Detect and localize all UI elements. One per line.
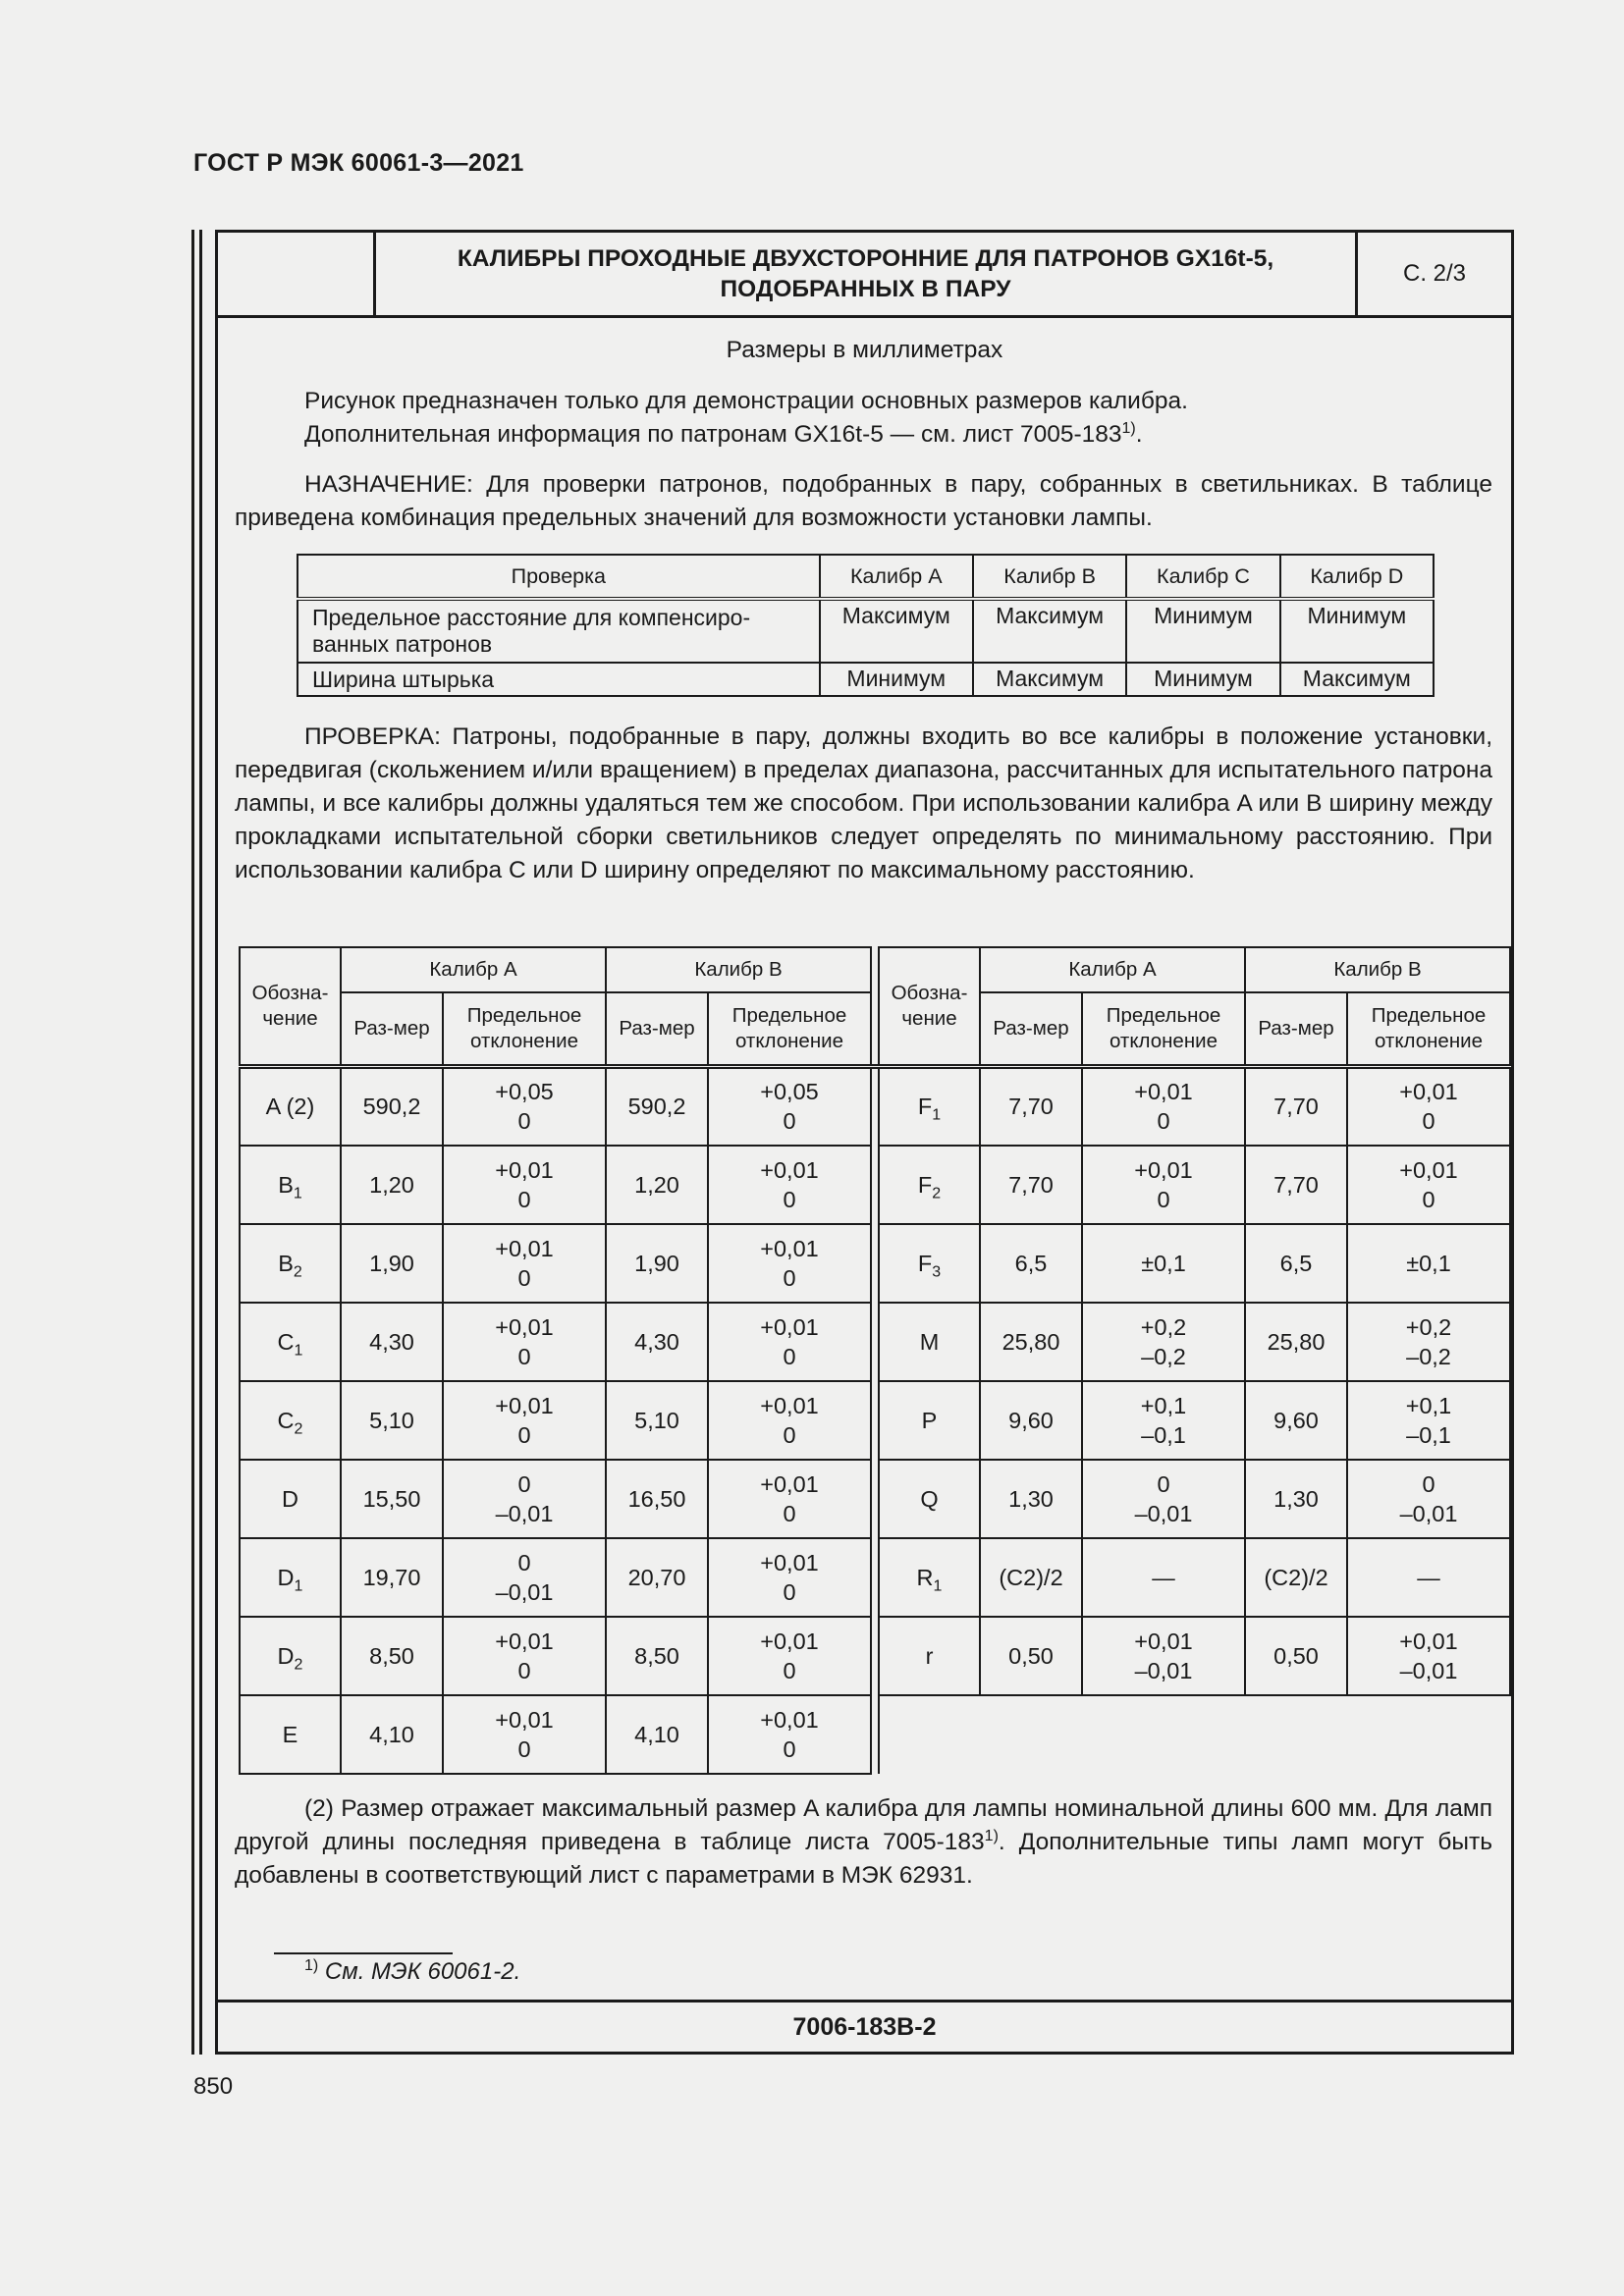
empty-cell bbox=[980, 1695, 1082, 1774]
tolerance-cell: +0,01 –0,01 bbox=[1082, 1617, 1245, 1695]
table-cell: Минимум bbox=[1126, 599, 1279, 663]
size-cell: 1,20 bbox=[606, 1146, 708, 1224]
size-cell: (C2)/2 bbox=[980, 1538, 1082, 1617]
tolerance-cell: +0,01 0 bbox=[708, 1303, 871, 1381]
tolerance-cell: 0 –0,01 bbox=[443, 1460, 606, 1538]
tolerance-cell: +0,01 0 bbox=[708, 1617, 871, 1695]
table-gap bbox=[871, 1303, 879, 1381]
gauge-header: Калибр A bbox=[980, 947, 1245, 992]
tolerance-cell: +0,2 –0,2 bbox=[1082, 1303, 1245, 1381]
tolerance-cell: +0,1 –0,1 bbox=[1082, 1381, 1245, 1460]
tolerance-cell: +0,01 0 bbox=[443, 1617, 606, 1695]
standard-number: ГОСТ Р МЭК 60061-3—2021 bbox=[193, 149, 524, 177]
size-cell: 8,50 bbox=[341, 1617, 443, 1695]
size-cell: 0,50 bbox=[980, 1617, 1082, 1695]
intro-line2: Дополнительная информация по патронам GX16t-5 — см. лист 7005-183$^{1)}$. bbox=[304, 419, 1143, 448]
table-gap bbox=[871, 1460, 879, 1538]
purpose-paragraph: НАЗНАЧЕНИЕ: Для проверки патронов, подобранных в пару, собранных в светильниках. В таблице приведена комбинация предельных значений для возможности установки лампы. bbox=[235, 471, 1492, 531]
sheet-title-line1: КАЛИБРЫ ПРОХОДНЫЕ ДВУХСТОРОННИЕ ДЛЯ ПАТРОНОВ GX16t-5, bbox=[457, 245, 1274, 272]
sheet-title bbox=[376, 233, 1358, 315]
table-cell: Максимум bbox=[973, 599, 1126, 663]
tolerance-cell: +0,01 0 bbox=[1347, 1146, 1510, 1224]
size-cell: 0,50 bbox=[1245, 1617, 1347, 1695]
designation-cell: E bbox=[240, 1695, 341, 1774]
tolerance-header: Предельное отклонение bbox=[443, 992, 606, 1067]
tolerance-cell: +0,01 0 bbox=[443, 1146, 606, 1224]
designation-cell: $C_2$ bbox=[240, 1381, 341, 1460]
check-paragraph: ПРОВЕРКА: Патроны, подобранные в пару, должны входить во все калибры в положение установки, передвигая (скольжением и/или вращением) в пределах диапазона, рассчитанных для испытательного патрона лампы, и все калибры должны удаляться тем же способом. При использовании калибра A или B ширину между прокладками испытательной сборки светильников следует определять по минимальному расстоянию. При использовании калибра C или D ширину определяют по максимальному расстоянию. bbox=[235, 723, 1492, 883]
header-blank-cell bbox=[218, 233, 376, 315]
note-paragraph: (2) Размер отражает максимальный размер A калибра для лампы номинальной длины 600 мм. Для ламп другой длины последняя приведена в таблице листа 7005-183$^{1)}$. Дополнительные типы ламп могут быть добавлены в соответствующий лист с параметрами в МЭК 62931. bbox=[235, 1795, 1493, 1889]
tolerance-header: Предельное отклонение bbox=[1347, 992, 1510, 1067]
table-row bbox=[240, 1460, 1510, 1538]
empty-cell bbox=[879, 1695, 980, 1774]
intro-line1: Рисунок предназначен только для демонстрации основных размеров калибра. bbox=[304, 388, 1188, 414]
designation-cell: $D_2$ bbox=[240, 1617, 341, 1695]
size-cell: 15,50 bbox=[341, 1460, 443, 1538]
size-cell: 25,80 bbox=[980, 1303, 1082, 1381]
sheet-title-line2: ПОДОБРАННЫХ В ПАРУ bbox=[720, 276, 1011, 302]
table-gap bbox=[871, 1617, 879, 1695]
size-cell: 1,90 bbox=[606, 1224, 708, 1303]
size-cell: 590,2 bbox=[606, 1067, 708, 1146]
designation-cell: $R_1$ bbox=[879, 1538, 980, 1617]
header-cell: Проверка bbox=[298, 555, 820, 599]
size-cell: 5,10 bbox=[341, 1381, 443, 1460]
intro-paragraph bbox=[304, 385, 1463, 452]
tolerance-cell: +0,01 0 bbox=[708, 1381, 871, 1460]
size-cell: 6,5 bbox=[980, 1224, 1082, 1303]
size-cell: (C2)/2 bbox=[1245, 1538, 1347, 1617]
size-cell: 5,10 bbox=[606, 1381, 708, 1460]
empty-cell bbox=[1245, 1695, 1347, 1774]
designation-cell: r bbox=[879, 1617, 980, 1695]
tolerance-cell: +0,05 0 bbox=[443, 1067, 606, 1146]
size-cell: 7,70 bbox=[1245, 1146, 1347, 1224]
designation-cell: $C_1$ bbox=[240, 1303, 341, 1381]
table-row bbox=[240, 1538, 1510, 1617]
table-cell: Максимум bbox=[1280, 663, 1434, 696]
table-gap bbox=[871, 1224, 879, 1303]
designation-cell: Q bbox=[879, 1460, 980, 1538]
sheet-header bbox=[218, 233, 1511, 318]
designation-header: Обозна-чение bbox=[240, 947, 341, 1067]
size-cell: 7,70 bbox=[980, 1146, 1082, 1224]
row-label: Ширина штырька bbox=[298, 663, 820, 696]
table-cell: Минимум bbox=[1280, 599, 1434, 663]
header-cell: Калибр A bbox=[820, 555, 973, 599]
tolerance-cell: — bbox=[1347, 1538, 1510, 1617]
dimensions-table bbox=[239, 946, 1511, 1775]
table-row bbox=[240, 1146, 1510, 1224]
tolerance-cell: +0,05 0 bbox=[708, 1067, 871, 1146]
table-row bbox=[240, 1617, 1510, 1695]
designation-cell: $D_1$ bbox=[240, 1538, 341, 1617]
page-number: 850 bbox=[193, 2073, 234, 2100]
size-cell: 4,30 bbox=[606, 1303, 708, 1381]
check-table bbox=[297, 554, 1435, 697]
units-note: Размеры в миллиметрах bbox=[726, 337, 1003, 363]
table-gap bbox=[871, 1067, 879, 1146]
check-table-header bbox=[298, 555, 1434, 599]
sheet-frame bbox=[215, 230, 1514, 2055]
margin-rule bbox=[199, 230, 202, 2055]
size-cell: 9,60 bbox=[1245, 1381, 1347, 1460]
tolerance-cell: — bbox=[1082, 1538, 1245, 1617]
table-gap bbox=[871, 1381, 879, 1460]
size-cell: 1,30 bbox=[980, 1460, 1082, 1538]
gauge-header: Калибр A bbox=[341, 947, 606, 992]
tolerance-cell: +0,1 –0,1 bbox=[1347, 1381, 1510, 1460]
designation-cell: P bbox=[879, 1381, 980, 1460]
sheet-code: 7006-183B-2 bbox=[218, 2000, 1511, 2052]
tolerance-cell: +0,01 0 bbox=[443, 1303, 606, 1381]
designation-cell: $F_3$ bbox=[879, 1224, 980, 1303]
size-cell: 4,10 bbox=[606, 1695, 708, 1774]
size-cell: 1,30 bbox=[1245, 1460, 1347, 1538]
size-header: Раз-мер bbox=[980, 992, 1082, 1067]
gauge-header: Калибр B bbox=[1245, 947, 1510, 992]
size-cell: 7,70 bbox=[1245, 1067, 1347, 1146]
table-cell: Максимум bbox=[820, 599, 973, 663]
row-label: Предельное расстояние для компенсиро-ванных патронов bbox=[298, 599, 820, 663]
table-gap bbox=[871, 947, 879, 1067]
size-cell: 7,70 bbox=[980, 1067, 1082, 1146]
size-header: Раз-мер bbox=[606, 992, 708, 1067]
tolerance-cell: +0,2 –0,2 bbox=[1347, 1303, 1510, 1381]
size-cell: 25,80 bbox=[1245, 1303, 1347, 1381]
designation-cell: A (2) bbox=[240, 1067, 341, 1146]
table-row bbox=[298, 663, 1434, 696]
size-cell: 1,90 bbox=[341, 1224, 443, 1303]
size-cell: 4,30 bbox=[341, 1303, 443, 1381]
table-row bbox=[240, 1067, 1510, 1146]
size-cell: 1,20 bbox=[341, 1146, 443, 1224]
tolerance-cell: +0,01 0 bbox=[708, 1538, 871, 1617]
footnote-rule bbox=[274, 1952, 453, 1954]
size-cell: 8,50 bbox=[606, 1617, 708, 1695]
size-cell: 19,70 bbox=[341, 1538, 443, 1617]
gauge-header: Калибр B bbox=[606, 947, 871, 992]
tolerance-cell: 0 –0,01 bbox=[443, 1538, 606, 1617]
designation-cell: M bbox=[879, 1303, 980, 1381]
sheet-page: С. 2/3 bbox=[1402, 260, 1467, 287]
tolerance-cell: 0 –0,01 bbox=[1347, 1460, 1510, 1538]
tolerance-cell: +0,01 0 bbox=[708, 1695, 871, 1774]
designation-cell: $F_2$ bbox=[879, 1146, 980, 1224]
tolerance-cell: ±0,1 bbox=[1082, 1224, 1245, 1303]
table-row bbox=[298, 599, 1434, 663]
tolerance-cell: +0,01 0 bbox=[708, 1460, 871, 1538]
tolerance-cell: +0,01 0 bbox=[1082, 1067, 1245, 1146]
designation-cell: $B_1$ bbox=[240, 1146, 341, 1224]
table-row bbox=[240, 1224, 1510, 1303]
size-cell: 16,50 bbox=[606, 1460, 708, 1538]
table-gap bbox=[871, 1695, 879, 1774]
designation-header: Обозна-чение bbox=[879, 947, 980, 1067]
margin-rule bbox=[191, 230, 194, 2055]
table-gap bbox=[871, 1538, 879, 1617]
designation-cell: $B_2$ bbox=[240, 1224, 341, 1303]
size-cell: 9,60 bbox=[980, 1381, 1082, 1460]
header-cell: Калибр D bbox=[1280, 555, 1434, 599]
table-row bbox=[240, 1381, 1510, 1460]
header-cell: Калибр C bbox=[1126, 555, 1279, 599]
tolerance-cell: +0,01 0 bbox=[1082, 1146, 1245, 1224]
tolerance-header: Предельное отклонение bbox=[1082, 992, 1245, 1067]
tolerance-cell: +0,01 0 bbox=[443, 1381, 606, 1460]
size-cell: 4,10 bbox=[341, 1695, 443, 1774]
header-cell: Калибр B bbox=[973, 555, 1126, 599]
table-cell: Минимум bbox=[1126, 663, 1279, 696]
tolerance-cell: ±0,1 bbox=[1347, 1224, 1510, 1303]
tolerance-header: Предельное отклонение bbox=[708, 992, 871, 1067]
tolerance-cell: +0,01 0 bbox=[443, 1695, 606, 1774]
tolerance-cell: +0,01 0 bbox=[1347, 1067, 1510, 1146]
designation-cell: D bbox=[240, 1460, 341, 1538]
size-cell: 20,70 bbox=[606, 1538, 708, 1617]
tolerance-cell: +0,01 0 bbox=[708, 1224, 871, 1303]
size-header: Раз-мер bbox=[1245, 992, 1347, 1067]
table-row bbox=[240, 1303, 1510, 1381]
table-cell: Максимум bbox=[973, 663, 1126, 696]
tolerance-cell: 0 –0,01 bbox=[1082, 1460, 1245, 1538]
table-gap bbox=[871, 1146, 879, 1224]
empty-cell bbox=[1082, 1695, 1245, 1774]
table-cell: Минимум bbox=[820, 663, 973, 696]
size-cell: 6,5 bbox=[1245, 1224, 1347, 1303]
tolerance-cell: +0,01 0 bbox=[708, 1146, 871, 1224]
footnote: $^{1)}$ См. МЭК 60061-2. bbox=[304, 1957, 521, 1985]
table-row bbox=[240, 1695, 1510, 1774]
tolerance-cell: +0,01 0 bbox=[443, 1224, 606, 1303]
tolerance-cell: +0,01 –0,01 bbox=[1347, 1617, 1510, 1695]
empty-cell bbox=[1347, 1695, 1510, 1774]
designation-cell: $F_1$ bbox=[879, 1067, 980, 1146]
size-cell: 590,2 bbox=[341, 1067, 443, 1146]
dim-header-row bbox=[240, 947, 1510, 992]
size-header: Раз-мер bbox=[341, 992, 443, 1067]
